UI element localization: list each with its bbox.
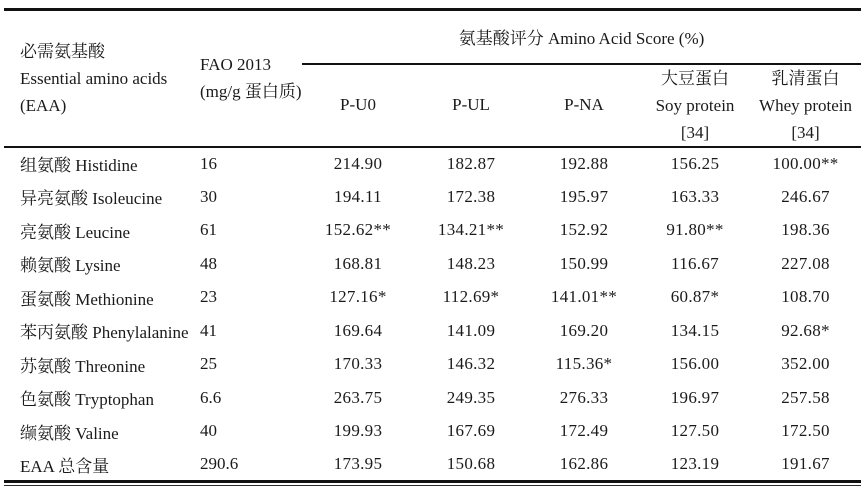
- row-label: 缬氨酸 Valine: [20, 423, 119, 443]
- p-ul-value: 134.21**: [437, 220, 505, 240]
- soy-value: 91.80**: [666, 220, 724, 240]
- row-label: 苯丙氨酸 Phenylalanine: [20, 323, 189, 343]
- table-body: [4, 147, 861, 482]
- col-header-p-ul: P-UL: [414, 64, 528, 147]
- col-header-eaa-abbr: (EAA): [20, 95, 67, 115]
- table-row-methionine: [4, 281, 861, 315]
- soy-value: 116.67: [671, 253, 719, 273]
- table-row-tryptophan: [4, 381, 861, 415]
- p-na-value: 276.33: [559, 387, 609, 407]
- p-ul-value: 146.32: [446, 354, 496, 374]
- whey-header-en: Whey protein: [759, 95, 853, 115]
- fao-value: 6.6: [200, 387, 222, 407]
- p-u0-value: 169.64: [333, 320, 383, 340]
- row-label: 组氨酸 Histidine: [20, 156, 138, 176]
- p-na-value: 192.88: [559, 153, 609, 173]
- col-header-fao-line2: (mg/g 蛋白质): [200, 82, 302, 102]
- table-row-eaa-total: [4, 448, 861, 482]
- whey-value: 227.08: [781, 253, 830, 273]
- p-ul-value: 182.87: [446, 153, 496, 173]
- row-label: 色氨酸 Tryptophan: [20, 390, 154, 410]
- col-header-soy-protein: [640, 64, 750, 147]
- whey-value: 92.68*: [781, 320, 830, 340]
- p-na-value: 152.92: [559, 220, 609, 240]
- soy-value: 60.87*: [670, 287, 720, 307]
- col-header-p-u0: P-U0: [302, 64, 414, 147]
- p-u0-value: 263.75: [333, 387, 383, 407]
- col-header-fao-line1: FAO 2013: [200, 55, 271, 75]
- soy-value: 123.19: [640, 448, 750, 482]
- whey-value: 172.50: [781, 421, 830, 441]
- row-label: EAA 总含量: [4, 448, 190, 482]
- amino-acid-score-table: [4, 8, 861, 483]
- whey-value: 191.67: [750, 448, 861, 482]
- group-header-amino-acid-score: 氨基酸评分 Amino Acid Score (%): [302, 10, 861, 64]
- whey-value: 108.70: [781, 287, 830, 307]
- whey-value: 100.00**: [772, 153, 839, 173]
- whey-header-ref: [34]: [791, 122, 820, 142]
- p-u0-value: 127.16*: [329, 287, 387, 307]
- table-row-isoleucine: [4, 180, 861, 214]
- table-row-threonine: [4, 348, 861, 382]
- p-u0-value: 214.90: [333, 153, 383, 173]
- row-label: 蛋氨酸 Methionine: [20, 289, 154, 309]
- p-ul-value: 172.38: [446, 186, 496, 206]
- fao-value: 30: [200, 186, 217, 206]
- table-row-phenylalanine: [4, 314, 861, 348]
- table-row-histidine: [4, 147, 861, 181]
- fao-value: 16: [200, 153, 217, 173]
- p-u0-value: 152.62**: [324, 220, 392, 240]
- col-header-eaa-zh: 必需氨基酸: [20, 41, 105, 61]
- col-header-fao-2013: [190, 10, 302, 147]
- row-label: 异亮氨酸 Isoleucine: [20, 189, 163, 209]
- row-label: 亮氨酸 Leucine: [20, 222, 130, 242]
- whey-value: 198.36: [781, 220, 830, 240]
- p-na-value: 172.49: [559, 421, 609, 441]
- p-ul-value: 150.68: [414, 448, 528, 482]
- p-na-value: 162.86: [528, 448, 640, 482]
- p-ul-value: 148.23: [446, 253, 496, 273]
- p-na-value: 150.99: [559, 253, 609, 273]
- p-u0-value: 170.33: [333, 354, 383, 374]
- p-na-value: 115.36*: [555, 354, 613, 374]
- table-row-lysine: [4, 247, 861, 281]
- fao-value: 61: [200, 220, 217, 240]
- soy-value: 134.15: [670, 320, 720, 340]
- soy-value: 156.25: [670, 153, 720, 173]
- col-header-eaa-en: Essential amino acids: [20, 68, 168, 88]
- fao-value: 25: [200, 354, 217, 374]
- whey-value: 257.58: [781, 387, 830, 407]
- whey-value: 246.67: [781, 186, 830, 206]
- p-u0-value: 168.81: [333, 253, 383, 273]
- soy-header-zh: 大豆蛋白: [661, 68, 729, 88]
- soy-header-en: Soy protein: [655, 95, 735, 115]
- bottom-rule: [4, 485, 861, 486]
- p-na-value: 169.20: [559, 320, 609, 340]
- soy-header-ref: [34]: [680, 122, 710, 142]
- fao-value: 23: [200, 287, 217, 307]
- col-header-whey-protein: [750, 64, 861, 147]
- p-u0-value: 199.93: [333, 421, 383, 441]
- soy-value: 196.97: [670, 387, 720, 407]
- row-label: 赖氨酸 Lysine: [20, 256, 121, 276]
- fao-value: 290.6: [190, 448, 302, 482]
- whey-header-zh: 乳清蛋白: [771, 68, 840, 88]
- soy-value: 127.50: [670, 421, 720, 441]
- whey-value: 352.00: [781, 354, 830, 374]
- col-header-p-na: P-NA: [528, 64, 640, 147]
- p-na-value: 141.01**: [550, 287, 618, 307]
- fao-value: 40: [200, 421, 217, 441]
- table-row-leucine: [4, 214, 861, 248]
- fao-value: 48: [200, 253, 217, 273]
- p-u0-value: 173.95: [302, 448, 414, 482]
- p-na-value: 195.97: [559, 186, 609, 206]
- p-ul-value: 167.69: [446, 421, 496, 441]
- p-u0-value: 194.11: [334, 186, 382, 206]
- soy-value: 156.00: [670, 354, 720, 374]
- soy-value: 163.33: [670, 186, 720, 206]
- p-ul-value: 141.09: [446, 320, 496, 340]
- row-label: 苏氨酸 Threonine: [20, 356, 146, 376]
- col-header-essential-amino-acids: [4, 10, 190, 147]
- p-ul-value: 112.69*: [442, 287, 500, 307]
- table-row-valine: [4, 415, 861, 449]
- fao-value: 41: [200, 320, 217, 340]
- p-ul-value: 249.35: [446, 387, 496, 407]
